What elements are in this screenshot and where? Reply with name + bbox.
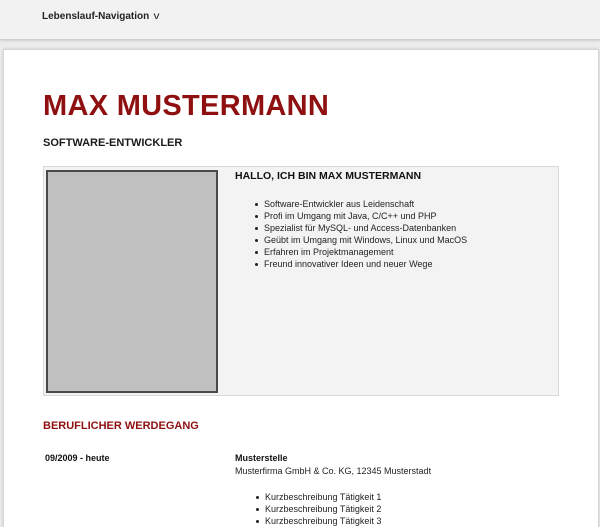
intro-box bbox=[43, 166, 559, 396]
job-task-item: Kurzbeschreibung Tätigkeit 2 bbox=[265, 504, 382, 514]
career-section-title: BERUFLICHER WERDEGANG bbox=[43, 420, 199, 432]
resume-navigation-toggle[interactable] bbox=[42, 11, 159, 22]
resume-page bbox=[3, 49, 599, 527]
intro-list bbox=[264, 198, 467, 270]
top-navigation-bar bbox=[0, 0, 600, 40]
job-date: 09/2009 - heute bbox=[45, 453, 110, 463]
intro-list-item: Erfahren im Projektmanagement bbox=[264, 246, 467, 258]
profile-photo bbox=[46, 170, 218, 393]
job-task-item: Kurzbeschreibung Tätigkeit 3 bbox=[265, 516, 382, 526]
job-company: Musterfirma GmbH & Co. KG, 12345 Musterstadt bbox=[235, 466, 432, 476]
intro-list-item: Spezialist für MySQL- und Access-Datenbanken bbox=[264, 222, 467, 234]
resume-name: MAX MUSTERMANN bbox=[43, 90, 330, 122]
intro-heading: HALLO, ICH BIN MAX MUSTERMANN bbox=[235, 170, 422, 182]
intro-list-item: Geübt im Umgang mit Windows, Linux und MacOS bbox=[264, 235, 468, 245]
intro-list-item: Freund innovativer Ideen und neuer Wege bbox=[264, 258, 467, 270]
resume-navigation-label: Lebenslauf-Navigation bbox=[42, 11, 150, 22]
chevron-down-icon: v bbox=[153, 11, 160, 22]
job-position: Musterstelle bbox=[235, 453, 288, 463]
intro-list-item: Software-Entwickler aus Leidenschaft bbox=[264, 198, 467, 210]
intro-list-item: Profi im Umgang mit Java, C/C++ und PHP bbox=[264, 210, 467, 222]
job-task-list bbox=[265, 491, 381, 527]
resume-subtitle: SOFTWARE-ENTWICKLER bbox=[43, 137, 183, 149]
job-task-item: Kurzbeschreibung Tätigkeit 1 bbox=[265, 492, 382, 502]
